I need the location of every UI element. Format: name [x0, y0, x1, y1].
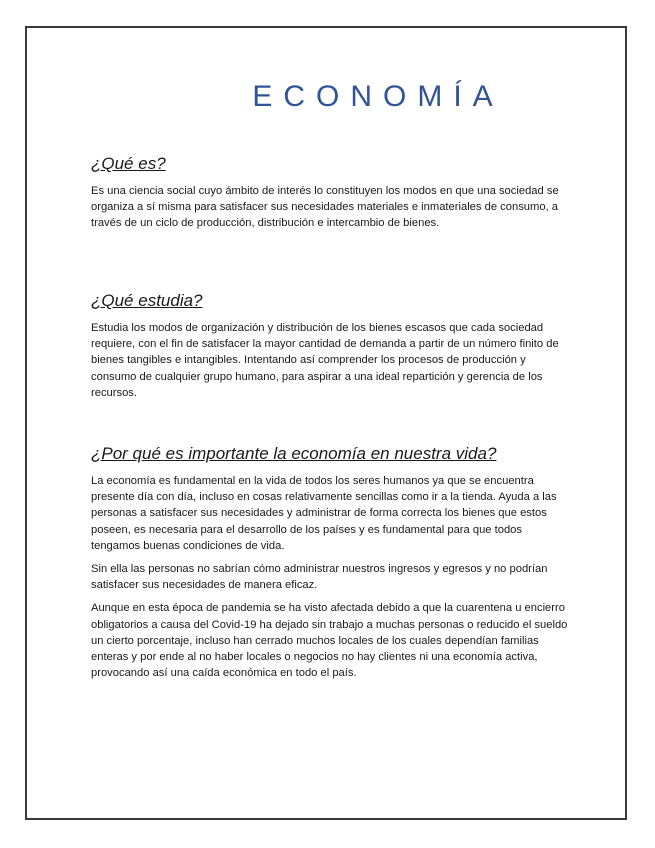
section-que-estudia: [91, 291, 569, 408]
section-paragraph: Estudia los modos de organización y distribución de los bienes escasos que cada sociedad requiere, con el fin de satisfacer la mayor cantidad de demanda a partir de un número finito de bienes tangibles e intangibles. Intentando así comprender los procesos de producción y consumo de cualquier grupo humano, para aspirar a una ideal repartición y gerencia de los recursos.: [91, 322, 559, 399]
document-page: [25, 26, 627, 820]
section-heading: ¿Qué es?: [91, 154, 166, 173]
section-heading: ¿Qué estudia?: [91, 291, 203, 310]
section-paragraph: Es una ciencia social cuyo ámbito de interés lo constituyen los modos en que una sociedad se organiza a sí misma para satisfacer sus necesidades materiales e inmateriales de consumo, a través de un ciclo de producción, distribución e intercambio de bienes.: [91, 185, 559, 230]
section-importancia: [91, 444, 569, 688]
section-paragraph: Sin ella las personas no sabrían cómo administrar nuestros ingresos y egresos y no podrían satisfacer sus necesidades de manera eficaz.: [91, 563, 548, 592]
section-paragraph: Aunque en esta época de pandemia se ha visto afectada debido a que la cuarentena u encierro obligatorios a causa del Covid-19 ha dejado sin trabajo a muchas personas o reducido el sueldo un cierto porcentaje, incluso han cerrado muchos locales de los cuales dependían familias enteras y por ende al no haber locales o negocios no hay clientes ni una economía activa, provocando así una caída económica en todo el país.: [91, 602, 568, 680]
section-paragraph: La economía es fundamental en la vida de todos los seres humanos ya que se encuentra presente día con día, incluso en cosas relativamente sencillas como ir a la tienda. Ayuda a las personas a satisfacer sus necesidades y administrar de forma correcta los bienes que estos poseen, es necesaria para el desarrollo de los países y es fundamental para que todos tengamos buenas condiciones de vida.: [91, 475, 557, 552]
section-heading: ¿Por qué es importante la economía en nuestra vida?: [91, 444, 497, 463]
page-title: ECONOMÍA: [252, 80, 504, 113]
section-que-es: [91, 154, 569, 239]
